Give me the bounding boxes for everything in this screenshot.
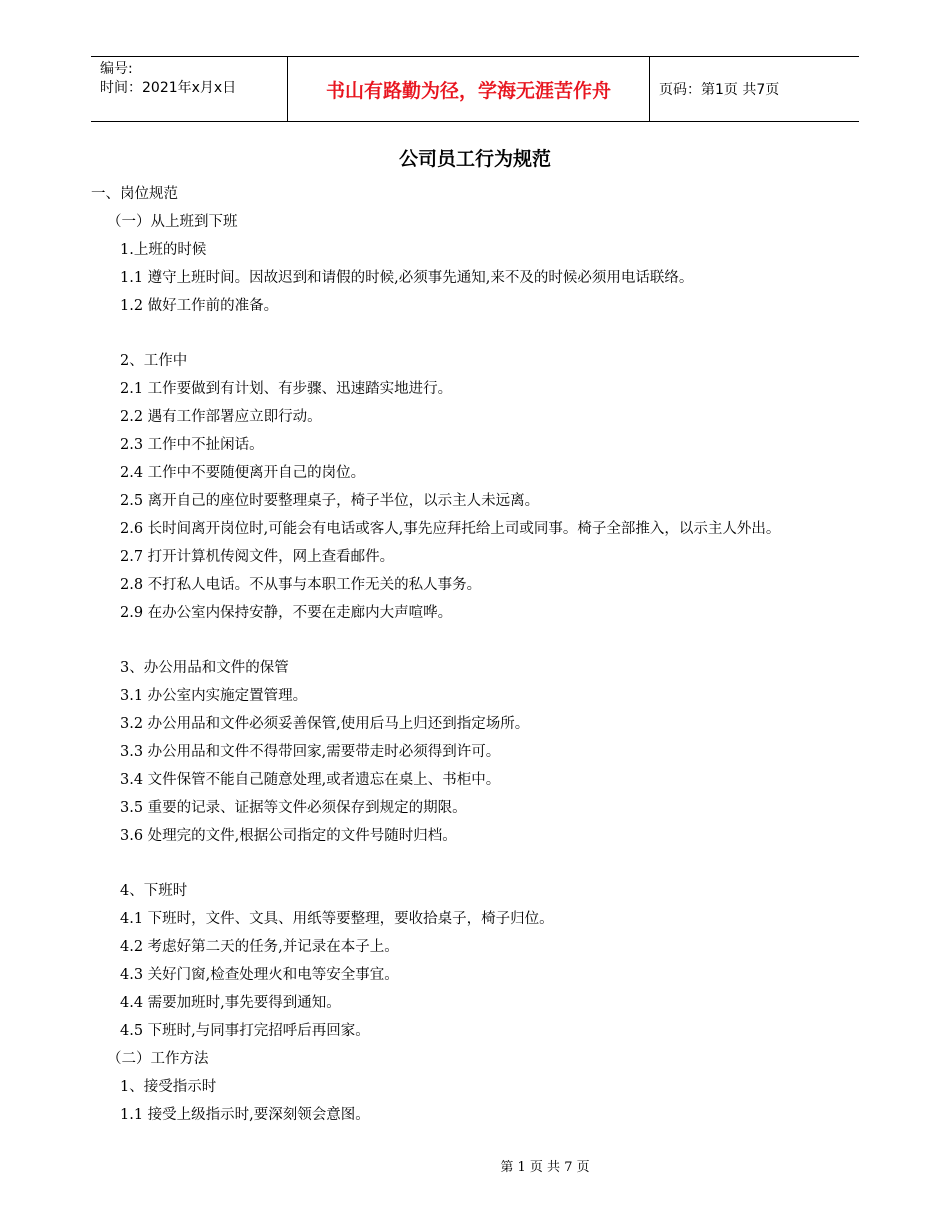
body-line: 3.2 办公用品和文件必须妥善保管,使用后马上归还到指定场所。 — [120, 716, 530, 732]
page-footer: 第 1 页 共 7 页 — [500, 1160, 590, 1175]
header-page-info: 页码：第1页 共7页 — [659, 82, 780, 98]
blank-line — [91, 850, 871, 877]
body-line: 1.1 遵守上班时间。因故迟到和请假的时候,必须事先通知,来不及的时候必须用电话联络。 — [120, 270, 694, 286]
body-line: 3、办公用品和文件的保管 — [120, 660, 289, 676]
body-line: 4.4 需要加班时,事先要得到通知。 — [120, 995, 341, 1011]
section-heading: 一、岗位规范 — [91, 186, 178, 202]
body-line: 1.上班的时候 — [120, 242, 207, 258]
body-line: 4、下班时 — [120, 883, 188, 899]
body-line: 3.5 重要的记录、证据等文件必须保存到规定的期限。 — [120, 800, 467, 816]
body-line: 2.8 不打私人电话。不从事与本职工作无关的私人事务。 — [120, 577, 482, 593]
body-line: 2.1 工作要做到有计划、有步骤、迅速踏实地进行。 — [120, 381, 453, 397]
body-line: 2.4 工作中不要随便离开自己的岗位。 — [120, 465, 366, 481]
body-line: 3.4 文件保管不能自己随意处理,或者遗忘在桌上、书柜中。 — [120, 772, 501, 788]
body-line: 3.6 处理完的文件,根据公司指定的文件号随时归档。 — [120, 828, 457, 844]
subsection-heading: （一）从上班到下班 — [107, 214, 238, 230]
blank-line — [91, 627, 871, 654]
body-line: 4.1 下班时，文件、文具、用纸等要整理，要收拾桌子，椅子归位。 — [120, 911, 554, 927]
document-title: 公司员工行为规范 — [398, 148, 551, 170]
body-line: 4.2 考虑好第二天的任务,并记录在本子上。 — [120, 939, 399, 955]
body-line: 1.1 接受上级指示时,要深刻领会意图。 — [120, 1107, 370, 1123]
document-body — [91, 180, 871, 1129]
body-line: 3.1 办公室内实施定置管理。 — [120, 688, 308, 704]
body-line: 3.3 办公用品和文件不得带回家,需要带走时必须得到许可。 — [120, 744, 501, 760]
body-line: 2.9 在办公室内保持安静，不要在走廊内大声喧哗。 — [120, 605, 453, 621]
body-line: 4.5 下班时,与同事打完招呼后再回家。 — [120, 1023, 370, 1039]
body-line: 2.7 打开计算机传阅文件，网上查看邮件。 — [120, 549, 395, 565]
header-meta — [91, 57, 287, 121]
body-line: 2.6 长时间离开岗位时,可能会有电话或客人,事先应拜托给上司或同事。椅子全部推入，以示主人外出。 — [120, 521, 781, 537]
subsection-heading: （二）工作方法 — [107, 1051, 209, 1067]
body-line: 2、工作中 — [120, 353, 188, 369]
document-time-label: 时间：2021年x月x日 — [100, 80, 237, 96]
body-line: 4.3 关好门窗,检查处理火和电等安全事宜。 — [120, 967, 399, 983]
body-line: 1、接受指示时 — [120, 1079, 217, 1095]
body-line: 2.5 离开自己的座位时要整理桌子，椅子半位，以示主人未远离。 — [120, 493, 540, 509]
body-line: 2.2 遇有工作部署应立即行动。 — [120, 409, 322, 425]
blank-line — [91, 320, 871, 347]
page-header — [91, 56, 859, 122]
body-line: 1.2 做好工作前的准备。 — [120, 298, 279, 314]
body-line: 2.3 工作中不扯闲话。 — [120, 437, 264, 453]
header-motto: 书山有路勤为径，学海无涯苦作舟 — [287, 57, 650, 121]
document-number-label: 编号: — [100, 61, 133, 77]
